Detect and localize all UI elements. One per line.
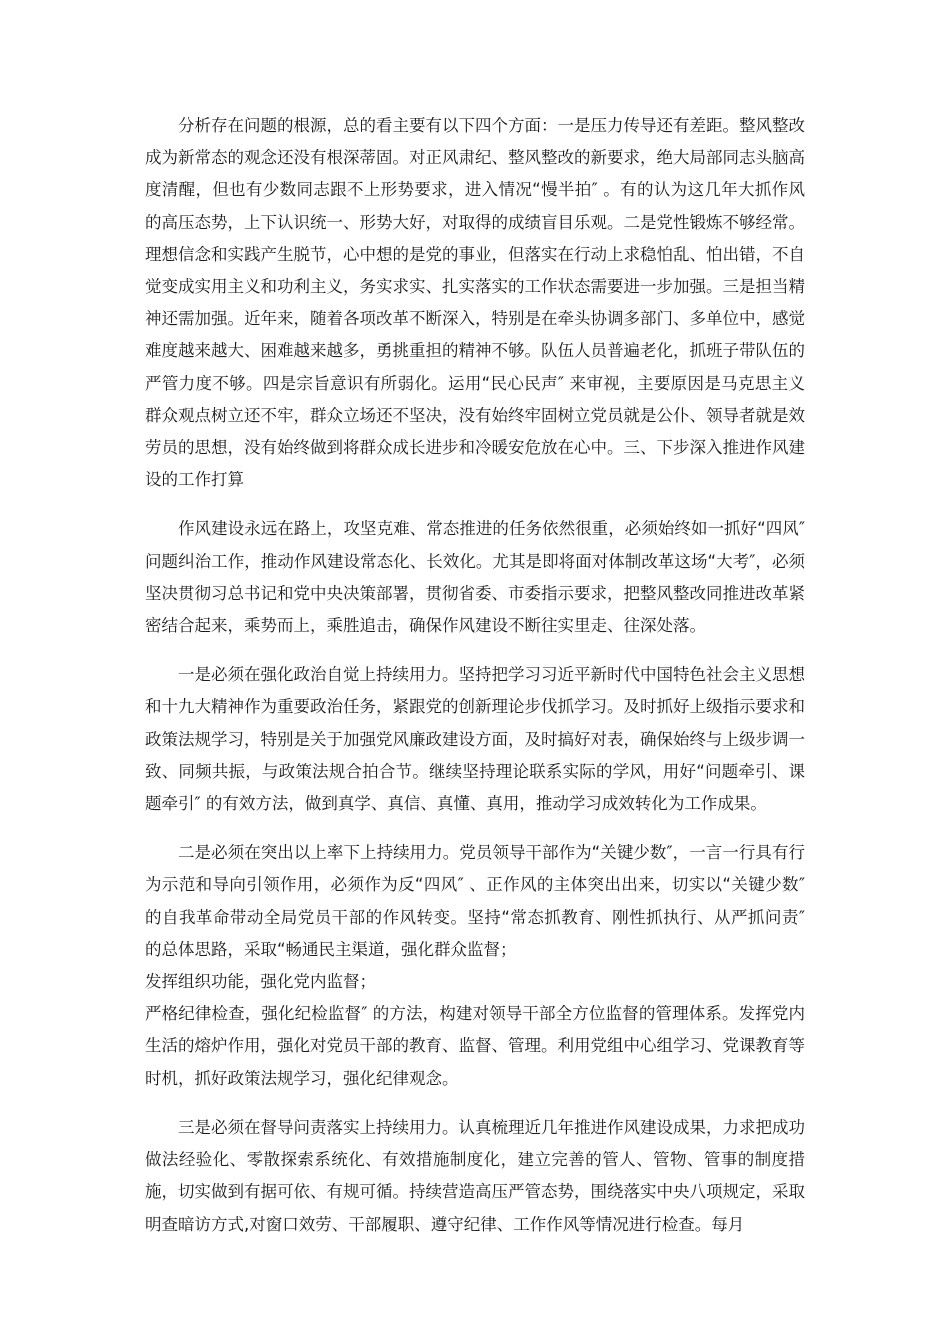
paragraph-root-causes: 分析存在问题的根源，总的看主要有以下四个方面：一是压力传导还有差距。整风整改成为新常态的观念还没有根深蒂固。对正风肃纪、整风整改的新要求，绝大局部同志头脑高度清醒，但也有少数同志跟不上形势要求，进入情况“慢半拍″ 。有的认为这几年大抓作风的高压态势，上下认识统一、形势大好，对取得的成绩盲目乐观。二是党性锻炼不够经常。理想信念和实践产生脱节，心中想的是党的事业，但落实在行动上求稳怕乱、怕出错，不自觉变成实用主义和功利主义，务实求实、扎实落实的工作状态需要进一步加强。三是担当精神还需加强。近年来，随着各项改革不断深入，特别是在牵头协调多部门、多单位中，感觉难度越来越大、困难越来越多，勇挑重担的精神不够。队伍人员普遍老化，抓班子带队伍的严管力度不够。四是宗旨意识有所弱化。运用“民心民声″ 来审视，主要原因是马克思主义群众观点树立还不牢，群众立场还不坚决，没有始终牢固树立党员就是公仆、领导者就是效劳员的思想，没有始终做到将群众成长进步和冷暖安危放在心中。三、下步深入推进作风建设的工作打算 — [145, 116, 805, 490]
paragraph-political-awareness: 一是必须在强化政治自觉上持续用力。坚持把学习习近平新时代中国特色社会主义思想和十九大精神作为重要政治任务，紧跟党的创新理论步伐抓学习。及时抓好上级指示要求和政策法规学习，特别是关于加强党风廉政建设方面，及时搞好对表，确保始终与上级步调一致、同频共振，与政策法规合拍合节。继续坚持理论联系实际的学风，用好“问题牵引、课题牵引″ 的有效方法，做到真学、真信、真懂、真用，推动学习成效转化为工作成果。 — [145, 665, 805, 814]
paragraph-leading-by-example-line-2: 严格纪律检查，强化纪检监督″ 的方法，构建对领导干部全方位监督的管理体系。发挥党内生活的熔炉作用，强化对党员干部的教育、监督、管理。利用党组中心组学习、党课教育等时机，抓好政策法规学习，强化纪律观念。 — [145, 1004, 805, 1088]
paragraph-supervision-accountability: 三是必须在督导问责落实上持续用力。认真梳理近几年推进作风建设成果，力求把成功做法经验化、零散探索系统化、有效措施制度化，建立完善的管人、管物、管事的制度措施，切实做到有据可依、有规可循。持续营造高压严管态势，围绕落实中央八项规定，采取明查暗访方式,对窗口效劳、干部履职、遵守纪律、工作作风等情况进行检查。每月 — [145, 1117, 805, 1234]
paragraph-leading-by-example-line-1: 发挥组织功能，强化党内监督； — [145, 972, 376, 992]
paragraph-style-building: 作风建设永远在路上，攻坚克难、常态推进的任务依然很重，必须始终如一抓好“四风″ 问题纠治工作，推动作风建设常态化、长效化。尤其是即将面对体制改革这场“大考″，必须坚决贯彻习总书记和党中央决策部署，贯彻省委、市委指示要求，把整风整改同推进改革紧密结合起来，乘势而上，乘胜追击，确保作风建设不断往实里走、往深处落。 — [145, 519, 805, 636]
paragraph-leading-by-example — [145, 837, 805, 1095]
paragraph-leading-by-example-text: 二是必须在突出以上率下上持续用力。党员领导干部作为“关键少数″，一言一行具有行为示范和导向引领作用，必须作为反“四风″ 、正作风的主体突出出来，切实以“关键少数″ 的自我革命带动全局党员干部的作风转变。坚持“常态抓教育、刚性抓执行、从严抓问责″ 的总体思路，采取“畅通民主渠道，强化群众监督； — [145, 843, 805, 959]
document-body — [145, 110, 805, 1241]
